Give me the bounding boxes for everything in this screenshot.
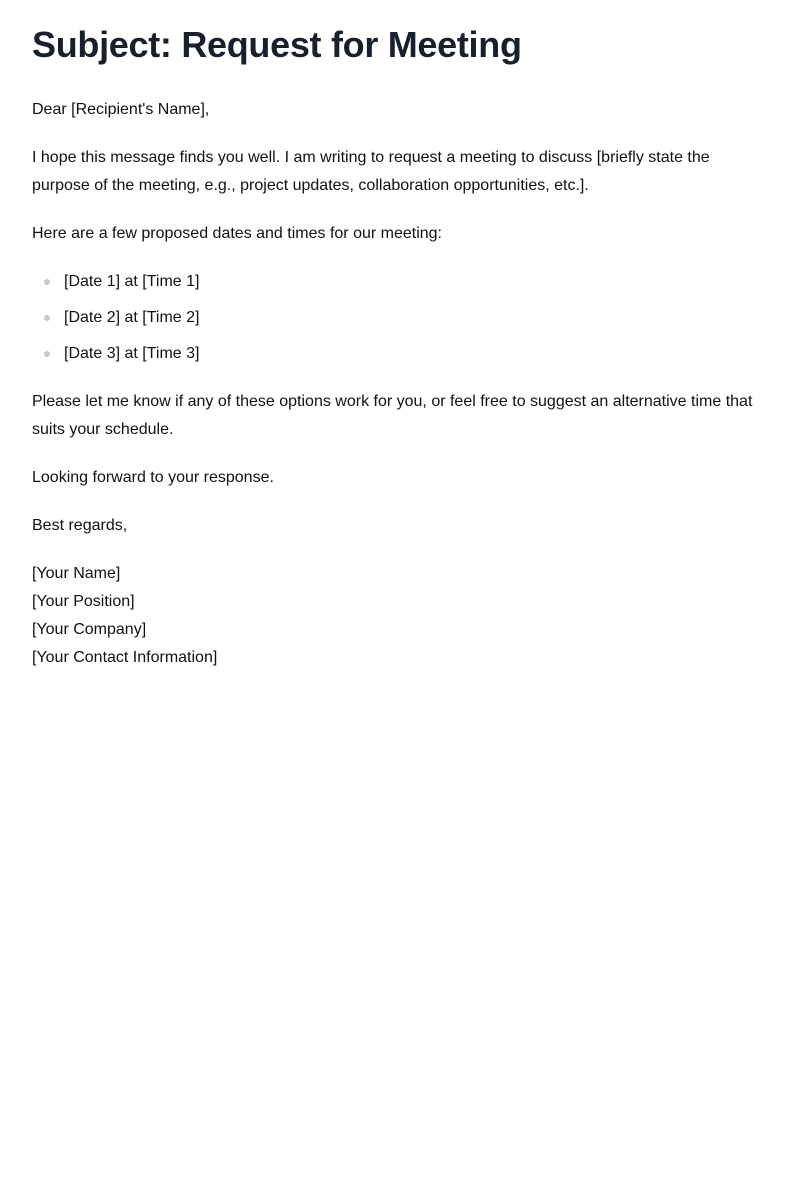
proposed-time: [Date 2] at [Time 2]: [64, 309, 200, 326]
intro-paragraph: I hope this message finds you well. I am writing to request a meeting to discuss [briefly state the purpose of the meeting, e.g., project updates, collaboration opportunities, etc.].: [32, 149, 710, 194]
signature-block: [32, 560, 768, 672]
signature-name: [Your Name]: [32, 565, 121, 582]
bullet-icon: [44, 315, 50, 321]
proposed-time: [Date 3] at [Time 3]: [64, 345, 200, 362]
list-item: [32, 340, 768, 368]
signature-company: [Your Company]: [32, 621, 147, 638]
email-subject: Subject: Request for Meeting: [32, 24, 522, 65]
proposed-time: [Date 1] at [Time 1]: [64, 273, 200, 290]
closing-line: Looking forward to your response.: [32, 469, 274, 486]
signature-contact: [Your Contact Information]: [32, 649, 218, 666]
list-item: [32, 268, 768, 296]
bullet-icon: [44, 279, 50, 285]
dates-intro: Here are a few proposed dates and times for our meeting:: [32, 225, 442, 242]
request-paragraph: Please let me know if any of these options work for you, or feel free to suggest an alternative time that suits your schedule.: [32, 393, 753, 438]
list-item: [32, 304, 768, 332]
greeting: Dear [Recipient's Name],: [32, 101, 210, 118]
sign-off: Best regards,: [32, 517, 128, 534]
signature-position: [Your Position]: [32, 593, 135, 610]
bullet-icon: [44, 351, 50, 357]
proposed-times-list: [32, 268, 768, 368]
